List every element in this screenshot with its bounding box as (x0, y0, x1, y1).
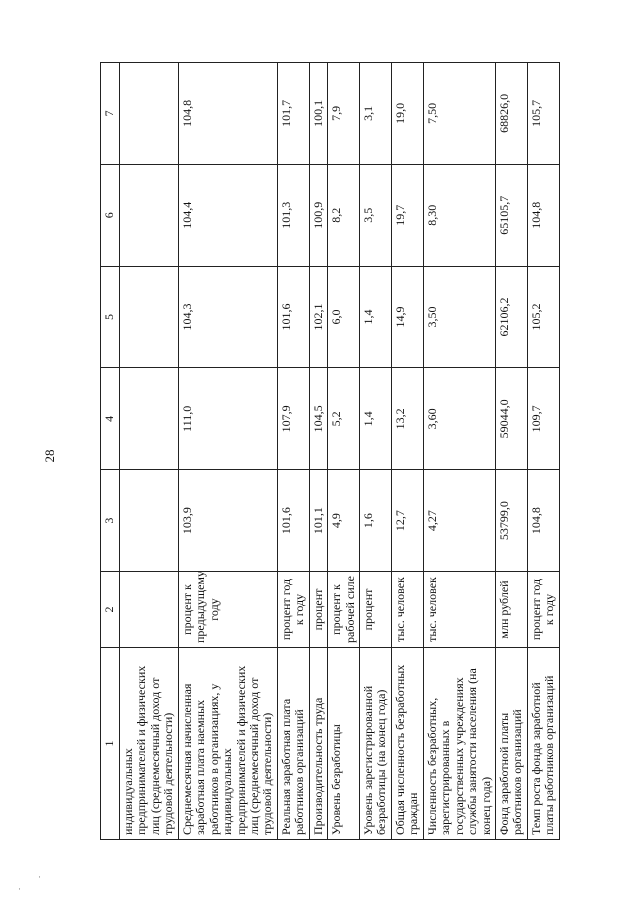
column-number-row (101, 63, 120, 840)
table-row (178, 63, 277, 840)
indicator-unit: процент год к году (277, 572, 309, 648)
indicator-unit (120, 572, 179, 648)
indicator-value: 1,4 (360, 368, 392, 470)
indicator-value (120, 63, 179, 165)
indicator-unit: процент (360, 572, 392, 648)
column-header-2: 2 (101, 572, 120, 648)
indicator-value: 104,3 (178, 266, 277, 368)
column-header-7: 7 (101, 63, 120, 165)
indicator-value (120, 368, 179, 470)
indicator-value: 59044,0 (495, 368, 527, 470)
indicator-value: 104,8 (527, 470, 559, 572)
indicator-value: 6,0 (328, 266, 360, 368)
indicator-value: 3,1 (360, 63, 392, 165)
indicator-value: 104,5 (309, 368, 327, 470)
indicator-value: 19,7 (391, 164, 423, 266)
indicator-unit: тыс. человек (423, 572, 495, 648)
table-row (277, 63, 309, 840)
indicator-name: Среднемесячная начисленная заработная плата наемных работников в организациях, у индивидуальных предпринимателей и физических лиц (среднемесячный доход от трудовой деятельности) (178, 648, 277, 840)
indicator-value: 3,50 (423, 266, 495, 368)
column-header-3: 3 (101, 470, 120, 572)
indicator-value: 1,4 (360, 266, 392, 368)
indicator-value: 111,0 (178, 368, 277, 470)
indicator-value: 62106,2 (495, 266, 527, 368)
indicator-value: 68826,0 (495, 63, 527, 165)
indicator-value: 53799,0 (495, 470, 527, 572)
indicator-value: 5,2 (328, 368, 360, 470)
indicator-name: Реальная заработная плата работников организаций (277, 648, 309, 840)
indicator-unit: процент к рабочей силе (328, 572, 360, 648)
indicator-name: Уровень безработицы (328, 648, 360, 840)
indicator-value: 105,2 (527, 266, 559, 368)
indicator-value: 13,2 (391, 368, 423, 470)
indicator-value: 19,0 (391, 63, 423, 165)
indicator-unit: млн рублей (495, 572, 527, 648)
table-row (391, 63, 423, 840)
indicator-name: Темп роста фонда заработной платы работников организаций (527, 648, 559, 840)
indicator-unit: тыс. человек (391, 572, 423, 648)
indicator-name: Производительность труда (309, 648, 327, 840)
table-row (120, 63, 179, 840)
indicator-value: 100,1 (309, 63, 327, 165)
table-row (527, 63, 559, 840)
scan-speck: · (38, 872, 41, 882)
page-number: 28 (42, 449, 57, 463)
indicator-value: 104,8 (178, 63, 277, 165)
indicator-value: 102,1 (309, 266, 327, 368)
indicator-name: Численность безработных, зарегистрированных в государственных учреждениях службы занятости населения (на конец года) (423, 648, 495, 840)
column-header-4: 4 (101, 368, 120, 470)
indicator-value (120, 470, 179, 572)
indicators-table-rotated (100, 62, 557, 840)
indicator-value: 101,3 (277, 164, 309, 266)
indicator-name: Фонд заработной платы работников организаций (495, 648, 527, 840)
indicator-value: 7,9 (328, 63, 360, 165)
column-header-6: 6 (101, 164, 120, 266)
indicator-value: 104,8 (527, 164, 559, 266)
table-row (360, 63, 392, 840)
indicator-value: 101,6 (277, 266, 309, 368)
table-row (328, 63, 360, 840)
indicators-table (100, 62, 560, 840)
indicator-name: индивидуальных предпринимателей и физических лиц (среднемесячный доход от трудовой деятельности) (120, 648, 179, 840)
table-row (423, 63, 495, 840)
indicator-value: 104,4 (178, 164, 277, 266)
indicator-name: Уровень зарегистрированной безработицы (на конец года) (360, 648, 392, 840)
column-header-5: 5 (101, 266, 120, 368)
indicator-unit: процент год к году (527, 572, 559, 648)
indicator-value: 7,50 (423, 63, 495, 165)
column-header-1: 1 (101, 648, 120, 840)
indicator-value: 103,9 (178, 470, 277, 572)
indicator-value: 12,7 (391, 470, 423, 572)
indicator-value: 3,60 (423, 368, 495, 470)
scan-speck: · (18, 884, 21, 894)
indicator-value: 101,7 (277, 63, 309, 165)
indicator-value: 1,6 (360, 470, 392, 572)
indicator-value (120, 266, 179, 368)
indicator-value: 101,1 (309, 470, 327, 572)
indicator-unit: процент (309, 572, 327, 648)
indicator-value: 14,9 (391, 266, 423, 368)
indicator-value: 4,27 (423, 470, 495, 572)
indicator-value: 105,7 (527, 63, 559, 165)
indicator-value: 109,7 (527, 368, 559, 470)
indicator-value (120, 164, 179, 266)
table-row (495, 63, 527, 840)
indicator-value: 65105,7 (495, 164, 527, 266)
indicator-value: 100,9 (309, 164, 327, 266)
indicator-value: 101,6 (277, 470, 309, 572)
table-row (309, 63, 327, 840)
indicator-value: 4,9 (328, 470, 360, 572)
indicator-value: 107,9 (277, 368, 309, 470)
indicator-value: 8,2 (328, 164, 360, 266)
indicator-unit: процент к предыдущему году (178, 572, 277, 648)
indicator-value: 3,5 (360, 164, 392, 266)
indicator-value: 8,30 (423, 164, 495, 266)
indicator-name: Общая численность безработных граждан (391, 648, 423, 840)
